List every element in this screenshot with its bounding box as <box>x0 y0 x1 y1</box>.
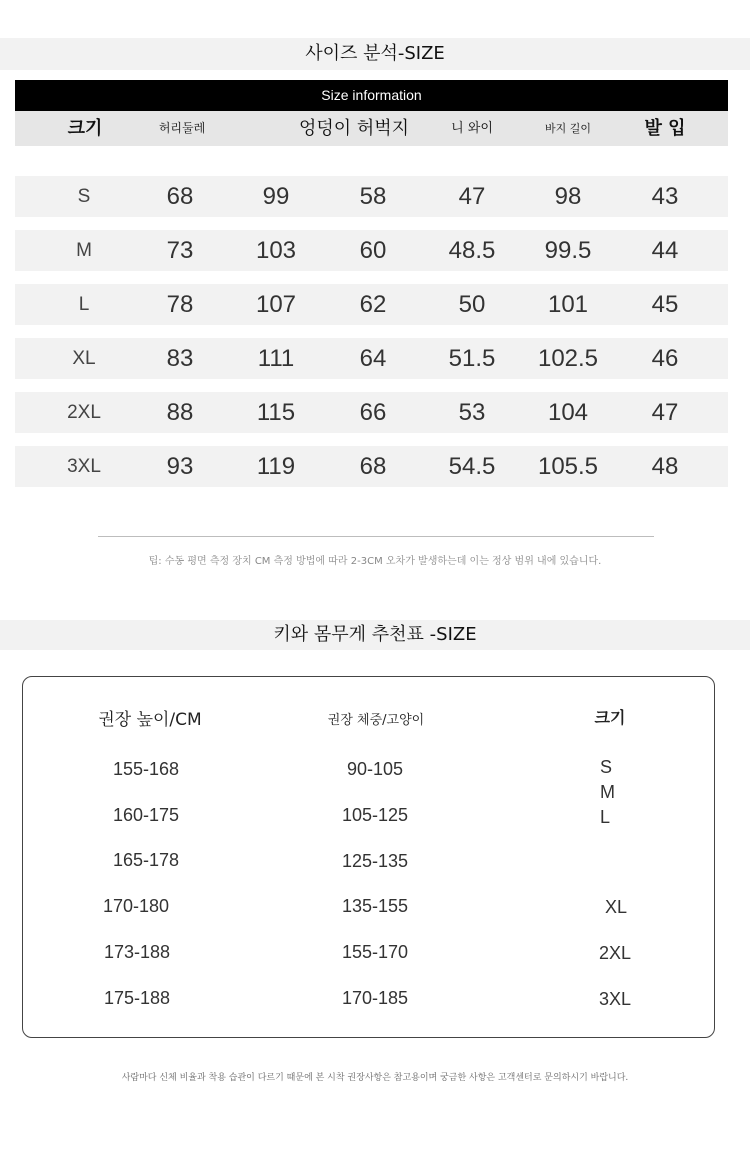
height-range: 173-188 <box>103 942 171 962</box>
weight-range: 170-185 <box>341 988 409 1008</box>
measurement-tip: 팁: 수동 평면 측정 장치 CM 측정 방법에 따라 2-3CM 오차가 발생하는데 이는 정상 범위 내에 있습니다. <box>148 556 602 567</box>
header-waist: 허리둘레 <box>158 121 206 135</box>
row-size-label: L <box>78 294 90 315</box>
foot-value: 43 <box>651 183 679 210</box>
foot-value: 44 <box>651 237 679 264</box>
height-range: 175-188 <box>103 988 171 1008</box>
thigh-value: 60 <box>359 237 387 264</box>
recommended-size: 3XL <box>599 989 632 1009</box>
weight-range: 105-125 <box>341 805 409 825</box>
foot-value: 45 <box>651 291 679 318</box>
header-knee: 니 와이 <box>451 121 493 136</box>
header-pants-length: 바지 길이 <box>544 122 592 135</box>
hip-value: 99 <box>262 183 290 210</box>
thigh-value: 58 <box>359 183 387 210</box>
header-recommended-height: 권장 높이/CM <box>98 710 202 730</box>
hip-value: 111 <box>257 345 295 372</box>
height-range: 155-168 <box>112 759 180 779</box>
thigh-value: 64 <box>359 345 387 372</box>
row-size-label: XL <box>72 348 96 369</box>
knee-value: 48.5 <box>448 237 496 264</box>
waist-value: 83 <box>166 345 194 372</box>
length-value: 104 <box>547 399 589 426</box>
table-row <box>15 446 728 487</box>
weight-range: 135-155 <box>341 896 409 916</box>
header-foot-opening: 발 입 <box>644 118 686 139</box>
foot-value: 46 <box>651 345 679 372</box>
height-range: 160-175 <box>112 805 180 825</box>
recommended-size: S <box>600 757 613 777</box>
recommended-size: XL <box>605 897 628 917</box>
waist-value: 78 <box>166 291 194 318</box>
thigh-value: 66 <box>359 399 387 426</box>
section-title-height-weight: 키와 몸무게 추천표 -SIZE <box>0 620 750 650</box>
size-info-banner: Size information <box>15 80 728 111</box>
hip-value: 115 <box>256 399 296 426</box>
thigh-value: 68 <box>359 453 387 480</box>
table-row <box>15 230 728 271</box>
knee-value: 54.5 <box>448 453 496 480</box>
knee-value: 53 <box>458 399 486 426</box>
waist-value: 68 <box>166 183 194 210</box>
header-size: 크기 <box>67 118 103 139</box>
header-recommended-weight: 권장 체중/고양이 <box>327 713 425 728</box>
knee-value: 47 <box>458 183 486 210</box>
length-value: 101 <box>547 291 589 318</box>
foot-value: 48 <box>651 453 679 480</box>
row-size-label: S <box>77 186 91 207</box>
section-title-size-analysis: 사이즈 분석-SIZE <box>0 38 750 70</box>
weight-range: 125-135 <box>341 851 409 871</box>
table-row <box>15 176 728 217</box>
header-recommended-size: 크기 <box>594 708 626 727</box>
waist-value: 93 <box>166 453 194 480</box>
waist-value: 73 <box>166 237 194 264</box>
recommended-size: M <box>600 782 615 802</box>
length-value: 99.5 <box>544 237 592 264</box>
weight-range: 155-170 <box>341 942 409 962</box>
recommended-size: L <box>600 807 611 827</box>
row-size-label: 3XL <box>67 456 101 477</box>
row-size-label: M <box>76 240 92 261</box>
table-row <box>15 392 728 433</box>
weight-range: 90-105 <box>346 759 404 779</box>
foot-value: 47 <box>651 399 679 426</box>
waist-value: 88 <box>166 399 194 426</box>
height-range: 165-178 <box>112 850 180 870</box>
length-value: 102.5 <box>537 345 599 372</box>
table-row <box>15 338 728 379</box>
row-size-label: 2XL <box>67 402 101 423</box>
hip-value: 119 <box>256 453 296 480</box>
header-hip-thigh: 엉덩이 허벅지 <box>298 118 410 139</box>
size-table-header <box>15 111 728 146</box>
length-value: 98 <box>554 183 582 210</box>
knee-value: 50 <box>458 291 486 318</box>
hip-value: 107 <box>255 291 297 318</box>
height-range: 170-180 <box>102 896 170 916</box>
recommendation-table <box>22 676 715 1038</box>
hip-value: 103 <box>255 237 297 264</box>
knee-value: 51.5 <box>448 345 496 372</box>
recommended-size: 2XL <box>599 943 632 963</box>
thigh-value: 62 <box>359 291 387 318</box>
divider <box>98 536 654 537</box>
length-value: 105.5 <box>537 453 599 480</box>
table-row <box>15 284 728 325</box>
disclaimer-note: 사람마다 신체 비율과 착용 습관이 다르기 때문에 본 시착 권장사항은 참고용이며 궁금한 사항은 고객센터로 문의하시기 바랍니다. <box>121 1073 629 1083</box>
